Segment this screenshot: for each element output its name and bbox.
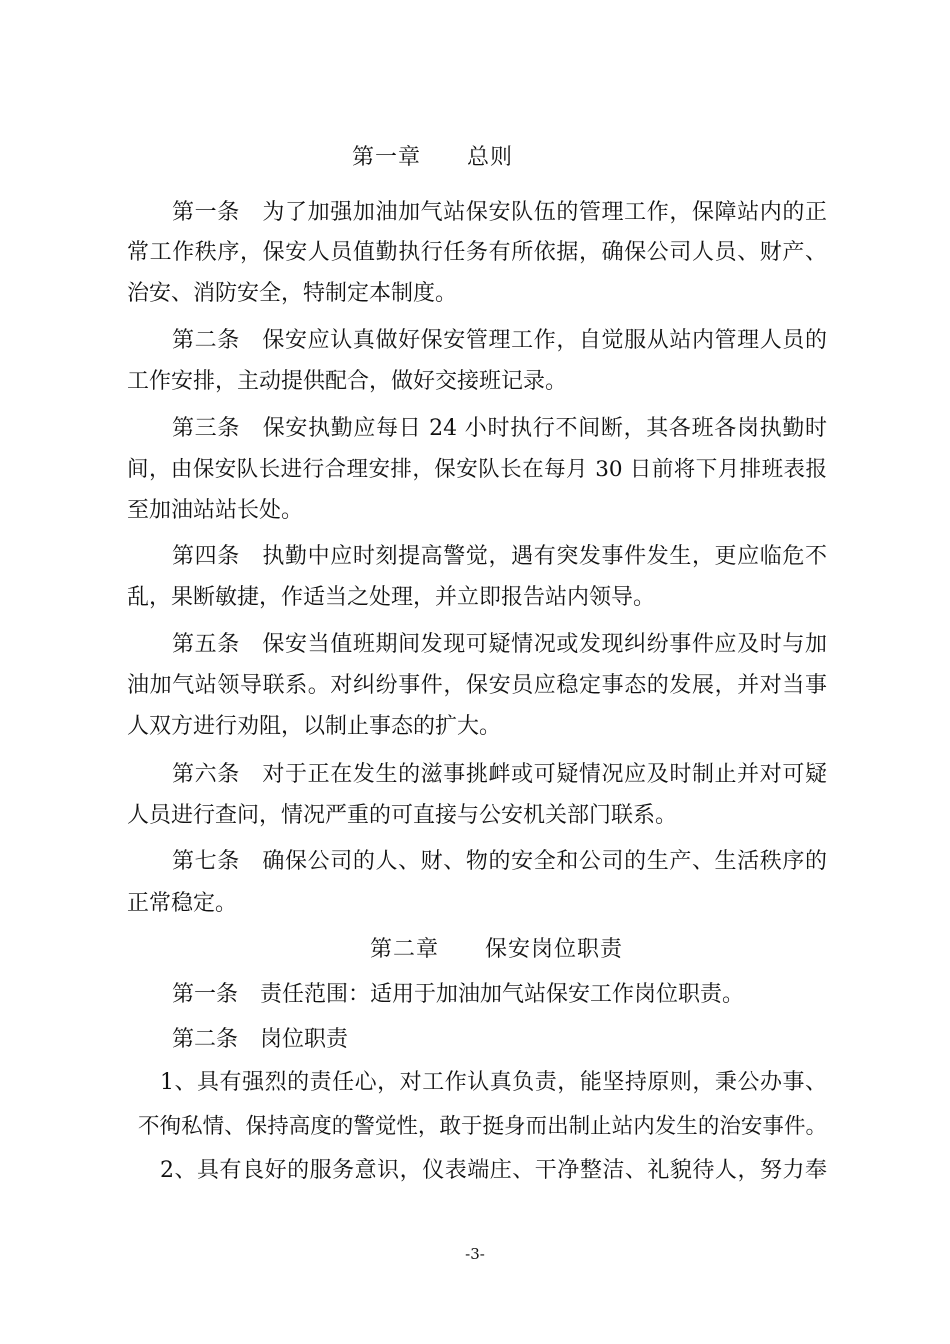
duty-item-1-line-2: 不徇私情、保持高度的警觉性，敢于挺身而出制止站内发生的治安事件。 [138,1114,827,1139]
chapter-1-title: 第一章 总则 [352,145,514,170]
article-1-line-2: 常工作秩序，保安人员值勤执行任务有所依据，确保公司人员、财产、 [127,240,827,265]
article-6-line-1: 第六条 对于正在发生的滋事挑衅或可疑情况应及时制止并对可疑 [172,762,827,787]
article-7-line-2: 正常稳定。 [127,891,238,916]
chapter-2-article-2: 第二条 岗位职责 [172,1027,349,1052]
article-6-line-2: 人员进行查问，情况严重的可直接与公安机关部门联系。 [127,803,678,828]
article-4-line-2: 乱，果断敏捷，作适当之处理，并立即报告站内领导。 [127,585,656,610]
article-3-line-2: 间，由保安队长进行合理安排，保安队长在每月 30 日前将下月排班表报 [127,457,827,482]
article-2-line-2: 工作安排，主动提供配合，做好交接班记录。 [127,369,568,394]
article-7-line-1: 第七条 确保公司的人、财、物的安全和公司的生产、生活秩序的 [172,849,827,874]
page-number: -3- [465,1245,485,1263]
article-1-line-3: 治安、消防安全，特制定本制度。 [127,281,458,306]
article-3-line-1: 第三条 保安执勤应每日 24 小时执行不间断，其各班各岗执勤时 [172,416,827,441]
article-4-line-1: 第四条 执勤中应时刻提高警觉，遇有突发事件发生，更应临危不 [172,544,827,569]
article-2-line-1: 第二条 保安应认真做好保安管理工作，自觉服从站内管理人员的 [172,328,827,353]
article-5-line-2: 油加气站领导联系。对纠纷事件，保安员应稳定事态的发展，并对当事 [127,673,827,698]
chapter-2-title: 第二章 保安岗位职责 [370,937,624,962]
article-1-line-1: 第一条 为了加强加油加气站保安队伍的管理工作，保障站内的正 [172,200,827,225]
duty-item-1-line-1: 1、具有强烈的责任心，对工作认真负责，能坚持原则，秉公办事、 [160,1070,827,1095]
duty-item-2-line-1: 2、具有良好的服务意识，仪表端庄、干净整洁、礼貌待人，努力奉 [160,1158,827,1183]
article-3-line-3: 至加油站站长处。 [127,498,304,523]
article-5-line-3: 人双方进行劝阻，以制止事态的扩大。 [127,714,502,739]
chapter-2-article-1: 第一条 责任范围：适用于加油加气站保安工作岗位职责。 [172,982,745,1007]
article-5-line-1: 第五条 保安当值班期间发现可疑情况或发现纠纷事件应及时与加 [172,632,827,657]
